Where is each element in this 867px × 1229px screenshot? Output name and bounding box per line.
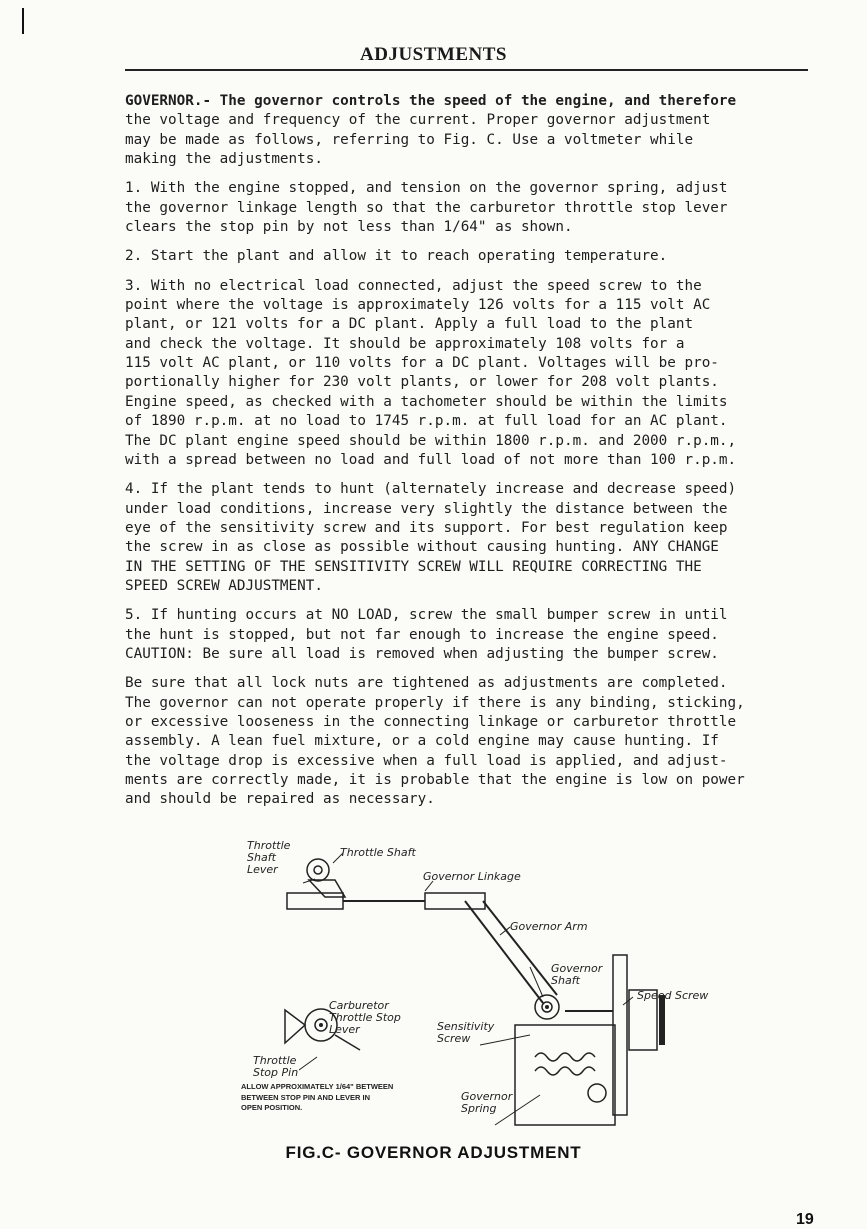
intro-rest: the voltage and frequency of the current. Proper governor adjustment may be made as follows, referring to Fig. C. Use a voltmeter while making the adjustments. bbox=[125, 112, 711, 168]
step-1: 1. With the engine stopped, and tension on the governor spring, adjust the governor linkage length so that the carburetor throttle stop lever clears the stop pin by not less than 1/64" as shown. bbox=[125, 180, 728, 236]
page-number: 19 bbox=[796, 1211, 814, 1228]
governor-spring-label: Governor Spring bbox=[461, 1090, 513, 1115]
clearance-note: ALLOW APPROXIMATELY 1/64" BETWEEN BETWEEN STOP PIN AND LEVER IN OPEN POSITION. bbox=[241, 1082, 394, 1112]
step-3: 3. With no electrical load connected, adjust the speed screw to the point where the voltage is approximately 126 volts for a 115 volt AC plant, or 121 volts for a DC plant. Apply a full load to the plant and check the voltage. It should be approximately 108 volts for a 115 volt AC plant, or 110 volts for a DC plant. Voltages will be pro- portionally higher for 230 volt plants, or lower for 208 volt plants. Engine speed, as checked with a tachometer should be within the limits of 1890 r.p.m. at no load to 1745 r.p.m. at full load for an AC plant. The DC plant engine speed should be within 1800 r.p.m. and 2000 r.p.m., with a spread between no load and full load of not more than 100 r.p.m. bbox=[125, 277, 737, 468]
governor-linkage-label: Governor Linkage bbox=[423, 870, 521, 883]
closing-paragraph: Be sure that all lock nuts are tightened as adjustments are completed. The governor can not operate properly if there is any binding, sticking, or excessive looseness in the connecting linkage or carburetor throttle assembly. A lean fuel mixture, or a cold engine may cause hunting. If the voltage drop is excessive when a full load is applied, and adjust- ments are correctly made, it is probable that the engine is low on power and should be repaired as necessary. bbox=[125, 675, 745, 808]
intro-paragraph bbox=[125, 92, 815, 169]
figure-caption: FIG.C- GOVERNOR ADJUSTMENT bbox=[285, 1143, 582, 1162]
governor-arm-line bbox=[465, 901, 543, 1003]
throttle-stop-pin-label: Throttle Stop Pin bbox=[253, 1054, 299, 1079]
throttle-shaft-lever-label: Throttle Shaft Lever bbox=[247, 839, 291, 876]
step-5: 5. If hunting occurs at NO LOAD, screw the small bumper screw in until the hunt is stopped, but not far enough to increase the engine speed. CAUTION: Be sure all load is removed when adjusting the bumper screw. bbox=[125, 607, 728, 662]
intro-lead: GOVERNOR.- The governor controls the speed of the engine, and therefore bbox=[125, 93, 737, 109]
page-title: ADJUSTMENTS bbox=[360, 44, 507, 65]
throttle-shaft-lever-hub bbox=[307, 859, 329, 881]
carburetor-throttle-stop-lever-label: Carburetor Throttle Stop Lever bbox=[329, 999, 401, 1036]
governor-spring-coil bbox=[535, 1053, 595, 1061]
title-rule bbox=[125, 69, 808, 71]
governor-arm-label: Governor Arm bbox=[510, 920, 588, 933]
body-text bbox=[125, 92, 815, 820]
speed-screw-label: Speed Screw bbox=[637, 989, 709, 1002]
step-2: 2. Start the plant and allow it to reach operating temperature. bbox=[125, 248, 668, 265]
governor-diagram bbox=[225, 835, 825, 1135]
step-4: 4. If the plant tends to hunt (alternately increase and decrease speed) under load conditions, increase very slightly the distance between the eye of the sensitivity screw and its support. For best regulation keep the screw in as close as possible without causing hunting. ANY CHANGE IN THE SETTING OF THE SENSITIVITY SCREW WILL REQUIRE CORRECTING THE SPEED SCREW ADJUSTMENT. bbox=[125, 481, 737, 594]
governor-housing bbox=[515, 1025, 615, 1125]
linkage-rod-left bbox=[287, 893, 343, 909]
sensitivity-screw-label: Sensitivity Screw bbox=[437, 1020, 495, 1045]
governor-shaft-label: Governor Shaft bbox=[551, 962, 603, 987]
page-edge-mark bbox=[22, 8, 24, 34]
linkage-rod-right bbox=[425, 893, 485, 909]
throttle-shaft-label: Throttle Shaft bbox=[340, 846, 416, 859]
